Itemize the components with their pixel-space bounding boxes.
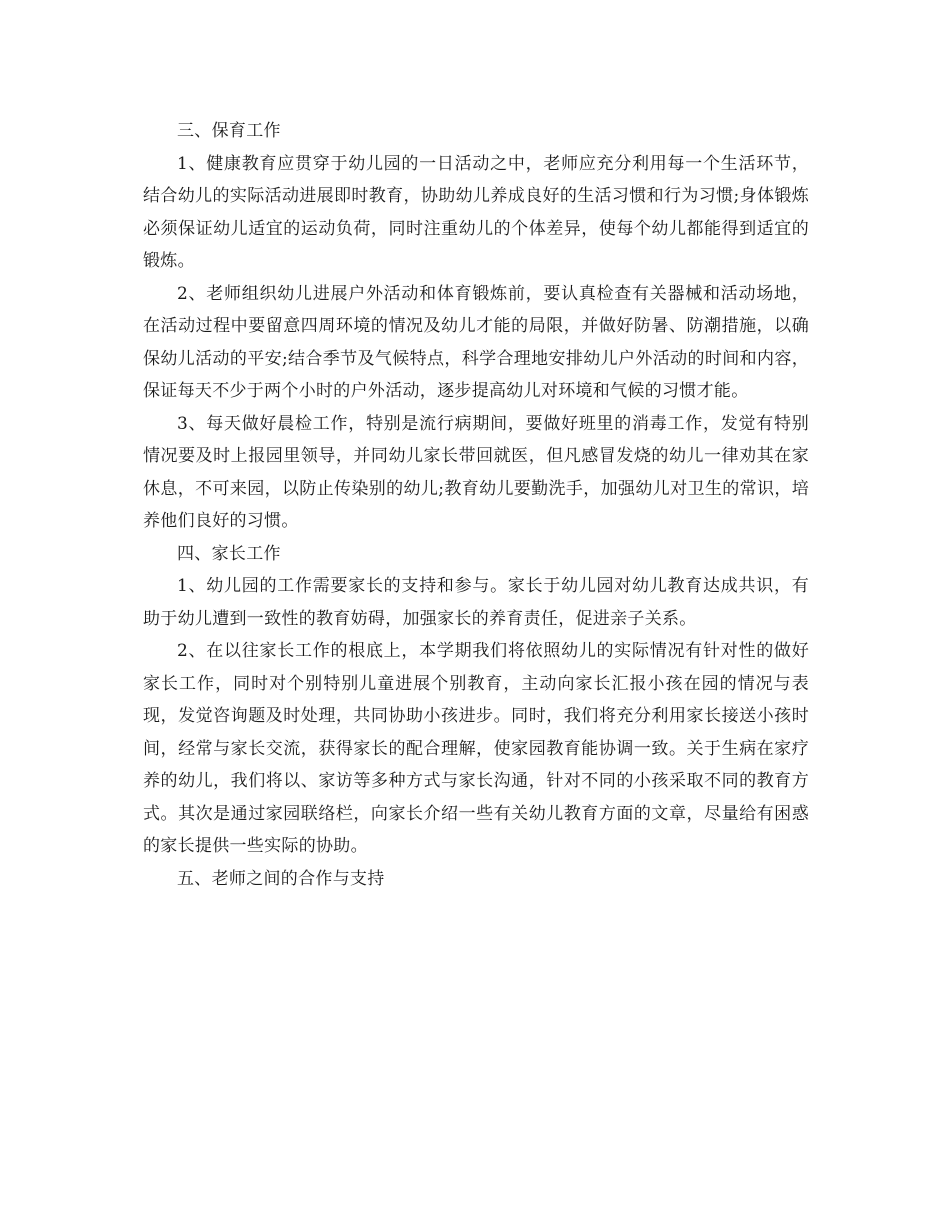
- section-heading-teacher-cooperation: 五、老师之间的合作与支持: [177, 868, 385, 889]
- paragraph-health-education: 1、健康教育应贯穿于幼儿园的一日活动之中，老师应充分利用每一个生活环节，结合幼儿的实际活动进展即时教育，协助幼儿养成良好的生活习惯和行为习惯;身体锻炼必须保证幼儿适宜的运动负荷，同时注重幼儿的个体差异，使每个幼儿都能得到适宜的锻炼。: [143, 153, 809, 271]
- paragraph-outdoor-activity: 2、老师组织幼儿进展户外活动和体育锻炼前，要认真检查有关器械和活动场地，在活动过程中要留意四周环境的情况及幼儿才能的局限，并做好防暑、防潮措施，以确保幼儿活动的平安;结合季节及气候特点，科学合理地安排幼儿户外活动的时间和内容，保证每天不少于两个小时的户外活动，逐步提高幼儿对环境和气候的习惯才能。: [143, 283, 809, 401]
- paragraph-parent-communication: 2、在以往家长工作的根底上，本学期我们将依照幼儿的实际情况有针对性的做好家长工作，同时对个别特别儿童进展个别教育，主动向家长汇报小孩在园的情况与表现，发觉咨询题及时处理，共同协助小孩进步。同时，我们将充分利用家长接送小孩时间，经常与家长交流，获得家长的配合理解，使家园教育能协调一致。关于生病在家疗养的幼儿，我们将以、家访等多种方式与家长沟通，针对不同的小孩采取不同的教育方式。其次是通过家园联络栏，向家长介绍一些有关幼儿教育方面的文章，尽量给有困惑的家长提供一些实际的协助。: [143, 641, 809, 856]
- section-heading-parent-work: 四、家长工作: [177, 543, 281, 564]
- paragraph-parent-support: 1、幼儿园的工作需要家长的支持和参与。家长于幼儿园对幼儿教育达成共识，有助于幼儿遭到一致性的教育妨碍，加强家长的养育责任，促进亲子关系。: [143, 576, 809, 629]
- paragraph-morning-check: 3、每天做好晨检工作，特别是流行病期间，要做好班里的消毒工作，发觉有特别情况要及时上报园里领导，并同幼儿家长带回就医，但凡感冒发烧的幼儿一律劝其在家休息，不可来园，以防止传染别的幼儿;教育幼儿要勤洗手，加强幼儿对卫生的常识，培养他们良好的习惯。: [143, 413, 809, 531]
- section-heading-care-work: 三、保育工作: [177, 121, 281, 141]
- document-body: [143, 115, 809, 895]
